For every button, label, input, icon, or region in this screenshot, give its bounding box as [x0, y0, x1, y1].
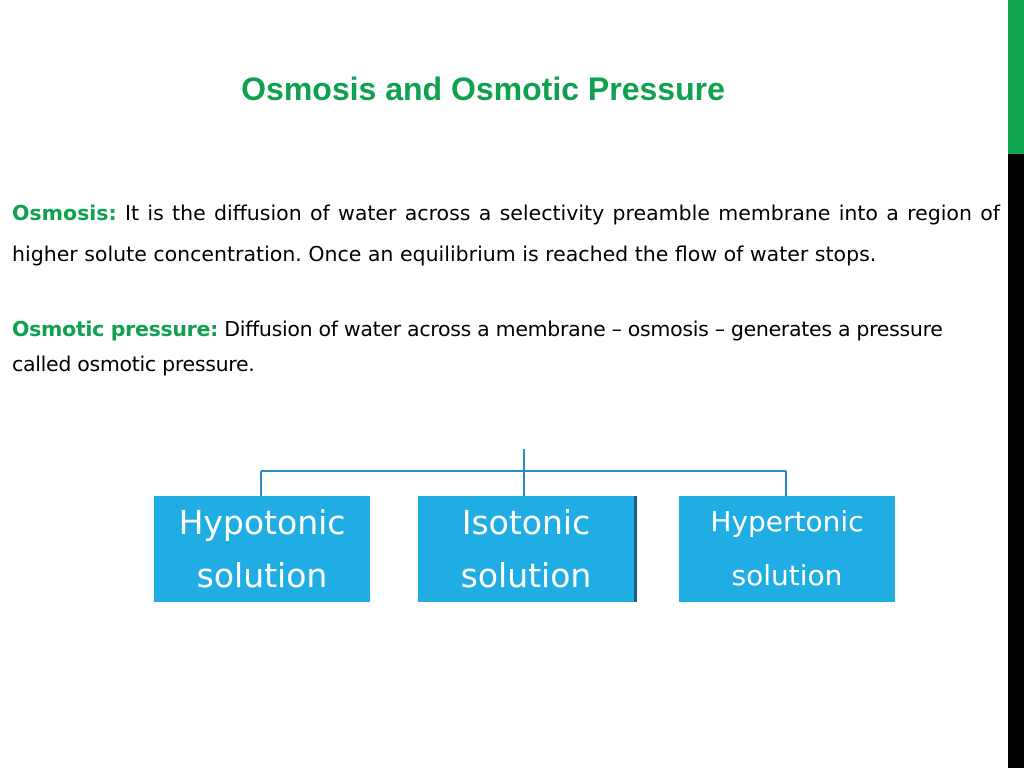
- osmotic-pressure-definition: [12, 312, 1000, 382]
- side-accent-bar-green: [1008, 0, 1024, 154]
- box-label-line2: solution: [460, 556, 592, 595]
- box-label-line2: solution: [196, 556, 328, 595]
- box-label-line1: Isotonic: [461, 503, 591, 542]
- box-label-line2: solution: [731, 559, 843, 592]
- slide-title: Osmosis and Osmotic Pressure: [241, 71, 725, 107]
- osmosis-text: It is the diffusion of water across a selectivity preamble membrane into a region of higher solute concentration. Once an equilibrium is reached the flow of water stops.: [12, 201, 1000, 266]
- osmosis-definition: [12, 193, 1000, 275]
- box-label-line1: Hypertonic: [710, 505, 864, 538]
- hypertonic-solution-box: [679, 496, 895, 602]
- isotonic-solution-box: [418, 496, 637, 602]
- box-label-line1: Hypotonic: [178, 503, 346, 542]
- hypotonic-solution-box: [154, 496, 370, 602]
- osmotic-pressure-text: Diffusion of water across a membrane – osmosis – generates a pressure called osmotic pressure.: [12, 317, 943, 376]
- osmosis-term: Osmosis:: [12, 201, 117, 225]
- osmotic-pressure-term: Osmotic pressure:: [12, 317, 218, 341]
